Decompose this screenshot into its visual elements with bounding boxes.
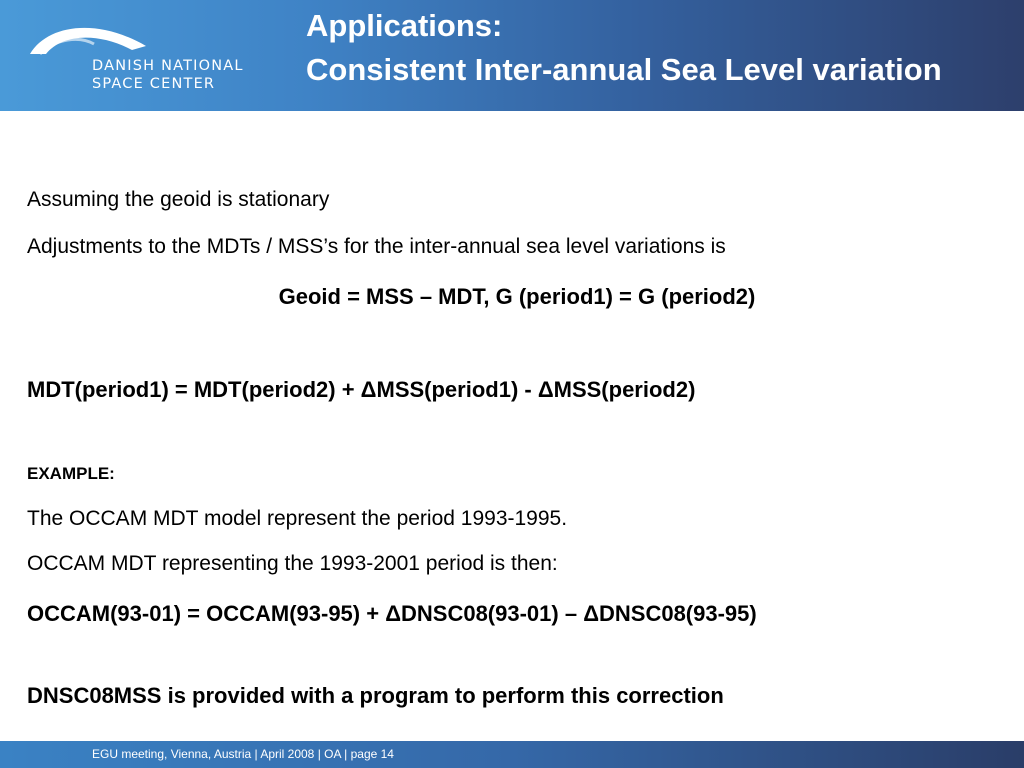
- example-heading: EXAMPLE:: [27, 464, 115, 483]
- statement-geoid-stationary: Assuming the geoid is stationary: [27, 188, 330, 211]
- slide-footer: [0, 741, 1024, 768]
- space-center-arch-logo-icon: [28, 20, 148, 56]
- equation-geoid: Geoid = MSS – MDT, G (period1) = G (period2): [278, 284, 756, 309]
- title-line1: Applications:: [306, 8, 503, 43]
- statement-adjustments: Adjustments to the MDTs / MSS’s for the inter-annual sea level variations is: [27, 235, 726, 258]
- logo-text-line1: DANISH NATIONAL: [92, 58, 244, 74]
- danish-national-space-center-logo: [26, 16, 266, 96]
- example-line-occam-period: The OCCAM MDT model represent the period 1993-1995.: [27, 507, 568, 530]
- equation-occam: OCCAM(93-01) = OCCAM(93-95) + ΔDNSC08(93-01) – ΔDNSC08(93-95): [27, 601, 757, 626]
- example-line-occam-representing: OCCAM MDT representing the 1993-2001 period is then:: [27, 552, 558, 575]
- conclusion-statement: DNSC08MSS is provided with a program to perform this correction: [27, 683, 724, 708]
- equation-mdt-period: MDT(period1) = MDT(period2) + ΔMSS(period1) - ΔMSS(period2): [27, 377, 696, 402]
- footer-text: EGU meeting, Vienna, Austria | April 2008 | OA | page 14: [92, 747, 394, 761]
- slide-header: [0, 0, 1024, 111]
- slide-title: [306, 4, 942, 92]
- logo-text-line2: SPACE CENTER: [92, 76, 216, 92]
- title-line2: Consistent Inter-annual Sea Level variation: [306, 52, 942, 87]
